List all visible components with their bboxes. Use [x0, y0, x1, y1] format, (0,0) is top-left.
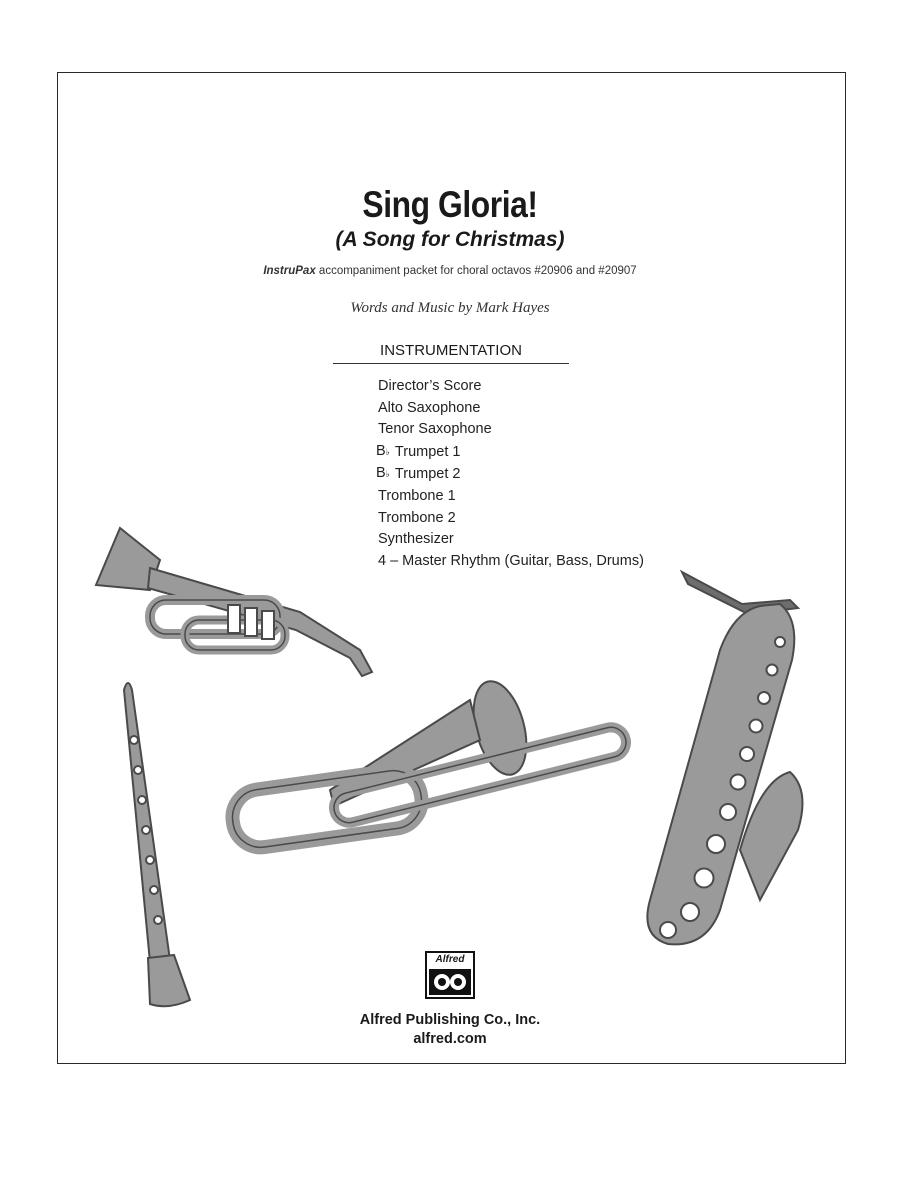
instrumentation-heading: INSTRUMENTATION — [333, 342, 569, 364]
instrument-item: Trombone 2 — [378, 509, 456, 526]
trumpet-illustration — [96, 528, 372, 676]
publisher-name: Alfred Publishing Co., Inc. — [359, 1012, 541, 1028]
instrument-item: 4 – Master Rhythm (Guitar, Bass, Drums) — [378, 552, 644, 569]
instrumentation-list — [377, 376, 644, 572]
logo-wordmark: Alfred — [435, 954, 465, 965]
instrument-item: Alto Saxophone — [378, 399, 481, 416]
instrument-item: B♭ Trumpet 1 — [376, 442, 461, 460]
packet-text: accompaniment packet for choral octavos #20906 and #20907 — [315, 265, 637, 277]
song-title: Sing Gloria! — [362, 184, 538, 225]
clarinet-illustration — [124, 683, 190, 1006]
composer-credit: Words and Music by Mark Hayes — [350, 300, 550, 316]
publisher-url[interactable]: alfred.com — [413, 1031, 487, 1047]
instrument-item: Trombone 1 — [378, 487, 456, 504]
song-subtitle: (A Song for Christmas) — [335, 228, 565, 251]
trombone-illustration — [229, 675, 629, 851]
packet-brand: InstruPax — [263, 265, 316, 277]
instrument-item: Director’s Score — [378, 378, 482, 394]
instrument-item: Tenor Saxophone — [378, 421, 492, 438]
packet-description — [0, 265, 900, 277]
logo-emblem-icon — [427, 967, 473, 997]
instrument-item: Synthesizer — [378, 531, 454, 548]
alfred-logo — [425, 951, 475, 999]
saxophone-illustration — [647, 572, 802, 944]
instrument-item: B♭ Trumpet 2 — [376, 465, 461, 483]
